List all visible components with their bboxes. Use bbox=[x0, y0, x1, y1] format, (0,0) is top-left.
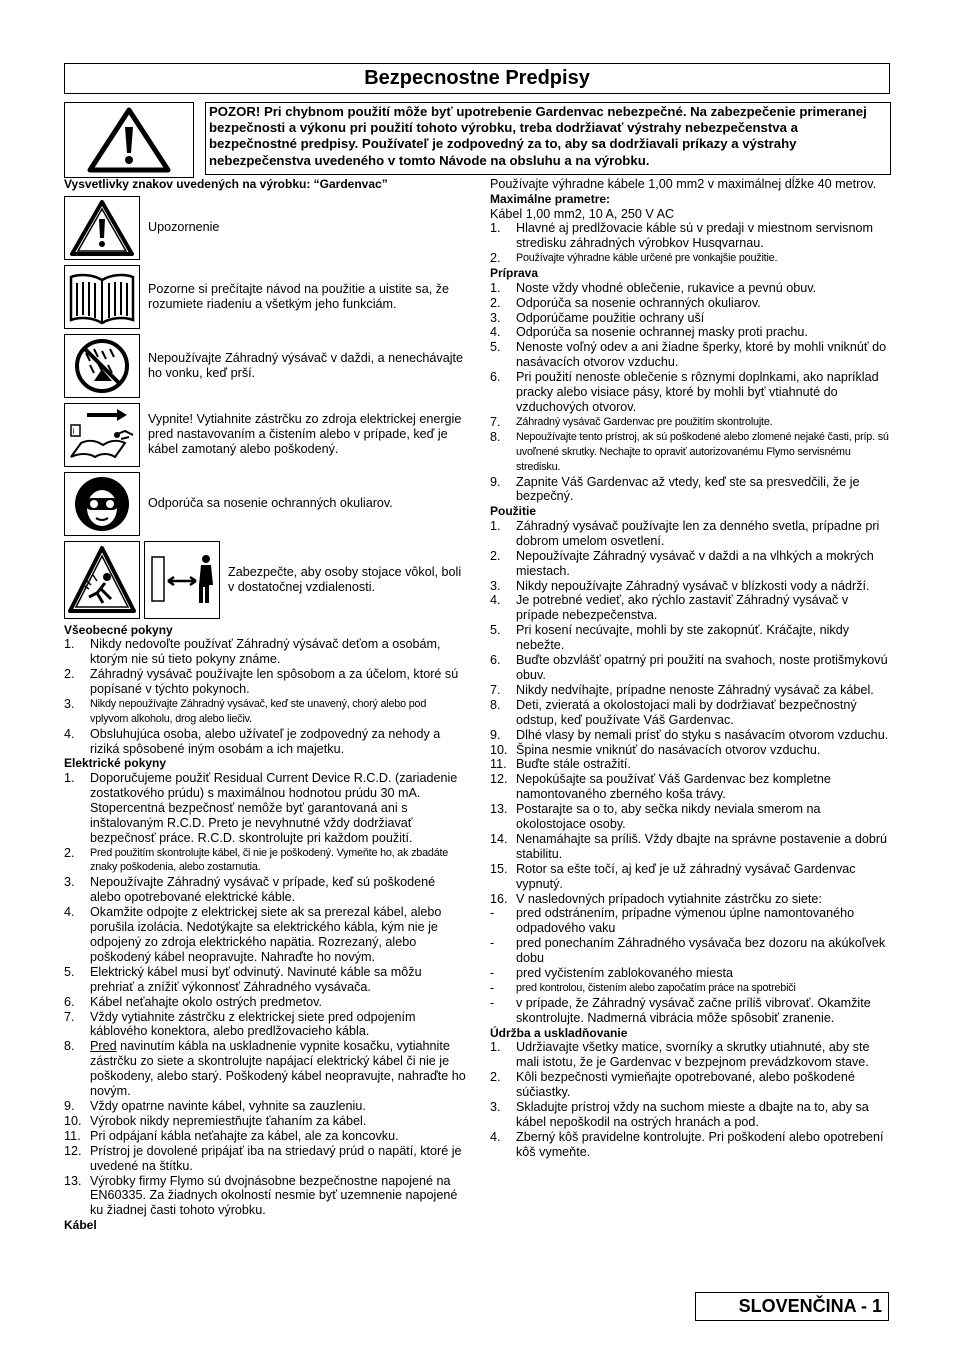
list-item: 13. Výrobky firmy Flymo sú dvojnásobne bezpečnostne napojené na EN60335. Za žiadnych okolností nesmie byť uzemnenie napojené ku žiadnej časti tohoto výrobku. bbox=[64, 1173, 458, 1218]
list-item: 10. Výrobok nikdy nepremiestňujte ťahaním za kábel. bbox=[64, 1113, 367, 1128]
symbol-row bbox=[64, 195, 466, 261]
list-item: - pred kontrolou, čistením alebo započatím práce na spotrebiči bbox=[490, 981, 796, 995]
list-item: 5. Pri kosení necúvajte, mohli by ste zakopnúť. Kráčajte, nikdy nebežte. bbox=[490, 623, 850, 653]
list-item: 1. Hlavné aj predlžovacie káble sú v predaji v miestnom servisnom stredisku záhradných výrobkov Husqvarnau. bbox=[490, 221, 873, 251]
list-item: 3. Nikdy nepoužívajte Záhradný vysávač v blízkosti vody a nádrží. bbox=[490, 578, 870, 593]
svg-text:i: i bbox=[72, 426, 75, 436]
list-item: 9. Dlhé vlasy by nemali prísť do styku s nasávacím otvorom vzduchu. bbox=[490, 727, 889, 742]
list-item: 4. Obsluhujúca osoba, alebo užívateľ je zodpovedný za nehody a riziká spôsobené iným osobám a ich majetku. bbox=[64, 726, 441, 756]
list-item: 6. Buďte obzvlášť opatrný pri použití na svahoch, noste protišmykovú obuv. bbox=[490, 653, 888, 682]
debris-hazard-icon bbox=[67, 545, 137, 615]
section-heading: Použitie bbox=[490, 504, 537, 519]
list-item: 12. Nepokúšajte sa používať Váš Gardenvac bez kompletne namontovaného zberného koša trávy. bbox=[490, 772, 831, 802]
list-item: 8. Deti, zvieratá a okolostojaci mali by dodržiavať bezpečnostný odstup, keď používate Váš Gardenvac. bbox=[490, 697, 857, 727]
section-heading: Príprava bbox=[490, 266, 539, 281]
list-item: 4. Okamžite odpojte z elektrickej siete ak sa prerezal kábel, alebo porušila izolácia. Nedotýkajte sa elektrického kábla, kým nie je odpojený zo zdroja elektrického napätia. Rozrezaný, alebo poškodený kábel neopravujte. Nahraďte ho novým. bbox=[64, 905, 442, 964]
list-item: 4. Zberný kôš pravidelne kontrolujte. Pri poškodení alebo opotrebení kôš vymeňte. bbox=[490, 1129, 884, 1159]
symbol-text: Nepoužívajte Záhradný výsávač v daždi, a nenechávajte ho vonku, keď prší. bbox=[148, 350, 464, 380]
list-item: 1. Záhradný vysávač používajte len za denného svetla, prípadne pri dobrom umelom osvetlení. bbox=[490, 518, 880, 548]
symbol-text: Odporúča sa nosenie ochranných okuliarov. bbox=[148, 496, 393, 511]
list-item: 2. Nepoužívajte Záhradný vysávač v daždi a na vlhkých a mokrých miestach. bbox=[490, 548, 874, 578]
general-list bbox=[64, 637, 466, 756]
list-item: 3. Nepoužívajte Záhradný vysávač v prípade, keď sú poškodené alebo opotrebované elektrické káble. bbox=[64, 875, 436, 905]
list-item: 10. Špina nesmie vniknúť do nasávacích otvorov vzduchu. bbox=[490, 742, 821, 757]
list-item: 9. Zapnite Váš Gardenvac až vtedy, keď ste sa presvedčili, že je bezpečný. bbox=[490, 474, 860, 504]
list-item: - pred odstránením, prípadne výmenou úplne namontovaného odpadového vaku bbox=[490, 906, 855, 936]
underlined-word: Pred bbox=[90, 1039, 117, 1054]
goggles-icon bbox=[72, 474, 132, 534]
list-item: 3. Nikdy nepoužívajte Záhradný vysávač, keď ste unavený, chorý alebo pod vplyvom alkoholu, drog alebo liečiv. bbox=[64, 696, 427, 725]
list-item: 11. Buďte stále ostražití. bbox=[490, 757, 631, 772]
no-rain-icon bbox=[72, 337, 132, 395]
usage-list bbox=[490, 519, 892, 1026]
section-heading: Kábel bbox=[64, 1218, 97, 1233]
unplug-icon bbox=[67, 405, 137, 465]
symbol-row bbox=[64, 264, 466, 330]
list-item: 1. Noste vždy vhodné oblečenie, rukavice a pevnú obuv. bbox=[490, 280, 817, 295]
list-item: 4. Odporúča sa nosenie ochrannej masky proti prachu. bbox=[490, 325, 808, 340]
list-item: 5. Nenoste voľný odev a ani žiadne šperky, ktoré by mohli vniknúť do nasávacích otvorov vzduchu. bbox=[490, 340, 887, 370]
max-params-list bbox=[490, 221, 892, 266]
list-item: 6. Kábel neťahajte okolo ostrých predmetov. bbox=[64, 994, 323, 1009]
list-item: 11. Pri odpájaní kábla neťahajte za kábel, ale za koncovku. bbox=[64, 1128, 399, 1143]
section-heading: Údržba a uskladňovanie bbox=[490, 1025, 628, 1040]
page-footer-label: SLOVENČINA - 1 bbox=[695, 1292, 889, 1321]
list-item: 12. Prístroj je dovolené pripájať iba na striedavý prúd o napätí, ktoré je uvedené na štítku. bbox=[64, 1143, 462, 1173]
section-heading: Maximálne prametre: bbox=[490, 191, 611, 206]
warning-triangle-icon bbox=[87, 107, 171, 173]
list-item: 13. Postarajte sa o to, aby sečka nikdy neviala smerom na okolostojace osoby. bbox=[490, 802, 821, 832]
max-params-text: Kábel 1,00 mm2, 10 A, 250 V AC bbox=[490, 206, 675, 221]
list-item: 2. Kôli bezpečnosti vymieňajte opotrebované, alebo poškodené súčiastky. bbox=[490, 1070, 855, 1100]
list-item: - pred vyčistením zablokovaného miesta bbox=[490, 966, 734, 981]
list-item: 2. Záhradný vysávač používajte len spôsobom a za účelom, ktoré sú popísané v týchto pokynoch. bbox=[64, 667, 459, 696]
list-item: 2. Pred použitím skontrolujte kábel, či nie je poškodený. Vymeňte ho, ak zbadáte znaky poškodenia, alebo zostarnutia. bbox=[64, 845, 449, 874]
symbol-text: Upozornenie bbox=[148, 220, 220, 235]
page-title: Bezpecnostne Predpisy bbox=[64, 63, 890, 94]
symbol-row bbox=[64, 402, 466, 468]
list-item: 2. Používajte výhradne káble určené pre vonkajšie použitie. bbox=[490, 251, 778, 266]
preparation-list bbox=[490, 281, 892, 505]
symbol-text: Pozorne si prečítajte návod na použitie a uistite sa, že rozumiete riadeniu a všetkým jeho funkciám. bbox=[148, 281, 450, 311]
list-item: 7. Vždy vytiahnite zástrčku z elektrickej siete pred odpojením káblového konektora, alebo predlžovacieho kábla. bbox=[64, 1009, 416, 1039]
list-item: 1. Udržiavajte všetky matice, svorníky a skrutky utiahnuté, aby ste mali istotu, že je Gardenvac v bezpejnom prevádzkovom stave. bbox=[490, 1040, 870, 1070]
symbol-row bbox=[64, 540, 466, 620]
list-item: 6. Pri použití nenoste oblečenie s rôznymi doplnkami, ako napríklad pracky alebo visiace pásy, ktoré by mohli byť vtiahnuté do vzduchových otvorov. bbox=[490, 370, 879, 414]
warning-icon-box bbox=[64, 102, 194, 178]
warning-notice: POZOR! Pri chybnom použití môže byť upotrebenie Gardenvac nebezpečné. Na zabezpečenie primeranej bezpečnosti a výkonu pri použití tohoto výrobku, treba dodržiavať výstrahy nebezpečenstva a bezpečnostné predpisy. Používateľ je zodpovedný za to, aby sa dodržiavali príkazy a výstrahy nebezpečenstva uvedeného v tomto Návode na obsluhu a na výrobku. bbox=[205, 102, 891, 175]
symbols-heading: Vysvetlivky znakov uvedených na výrobku: “Gardenvac” bbox=[64, 177, 388, 191]
left-column bbox=[64, 177, 466, 1233]
list-item: 7. Záhradný vysávač Gardenvac pre použitím skontrolujte. bbox=[490, 414, 773, 429]
list-item: 16. V nasledovných prípadoch vytiahnite zástrčku zo siete: bbox=[490, 891, 822, 906]
list-item: 15. Rotor sa ešte točí, aj keď je už záhradný vysávač Gardenvac vypnutý. bbox=[490, 861, 856, 891]
list-item: 5. Elektrický kábel musí byť odvinutý. Navinuté káble sa môžu prehriať a znížiť výkonnosť Záhradného vysávača. bbox=[64, 964, 422, 994]
list-item: 8. Pred navinutím kábla na uskladnenie vypnite kosačku, vytiahnite zástrčku zo siete a skontrolujte napájací elektrický kábel či nie je poškodeny, alebo starý. Poškodený kábel neopravujte, nahraďte ho novým. bbox=[64, 1039, 466, 1099]
list-item: 4. Je potrebné vedieť, ako rýchlo zastaviť Záhradný vysávač v prípade nebezpečenstva. bbox=[490, 593, 849, 623]
symbol-text: Zabezpečte, aby osoby stojace vôkol, boli v dostatočnej vzdialenosti. bbox=[228, 564, 462, 594]
section-heading: Všeobecné pokyny bbox=[64, 622, 173, 637]
section-heading: Elektrické pokyny bbox=[64, 756, 167, 771]
manual-book-icon bbox=[67, 268, 137, 326]
list-item: 2. Odporúča sa nosenie ochranných okuliarov. bbox=[490, 295, 761, 310]
list-item: 3. Skladujte prístroj vždy na suchom mieste a dbajte na to, aby sa kábel nepoškodil na ostrých hranách a pod. bbox=[490, 1099, 869, 1129]
maintenance-list bbox=[490, 1040, 892, 1159]
warning-triangle-icon bbox=[69, 199, 135, 257]
bystander-distance-icon bbox=[146, 545, 218, 615]
symbol-row bbox=[64, 333, 466, 399]
list-item: 1. Doporučujeme použiť Residual Current Device R.C.D. (zariadenie zostatkového prúdu) s maximálnou hodnotou prúdu 30 mA. Stopercentná bezpečnosť nemôže byť garantovaná ani s inštalovaným R.C.D. Preto je nevyhnutné vždy dodržiavať bezpečnosť práce. R.C.D. skontrolujte pri každom použití. bbox=[64, 771, 458, 845]
right-column bbox=[490, 177, 892, 1160]
list-item: 1. Nikdy nedovoľte používať Záhradný výsávač deťom a osobám, ktorým nie sú tieto pokyny známe. bbox=[64, 637, 441, 667]
list-item: 14. Nenamáhajte sa príliš. Vždy dbajte na správne postavenie a dobrú stabilitu. bbox=[490, 831, 888, 861]
list-item: 9. Vždy opatrne navinte kábel, vyhnite sa zauzleniu. bbox=[64, 1098, 366, 1113]
list-item: - pred ponechaním Záhradného vysávača bez dozoru na akúkoľvek dobu bbox=[490, 936, 886, 966]
electrical-list bbox=[64, 771, 466, 1218]
list-item: 7. Nikdy nedvíhajte, prípadne nenoste Záhradný vysávač za kábel. bbox=[490, 682, 874, 697]
cable-text: Používajte výhradne kábele 1,00 mm2 v maximálnej dĺžke 40 metrov. bbox=[490, 177, 877, 191]
symbol-row bbox=[64, 471, 466, 537]
list-item: 8. Nepoužívajte tento prístroj, ak sú poškodené alebo zlomené nejaké časti, príp. sú uvoľnené skrutky. Nechajte to opraviť autorizovanému Flymo servisnému stredisku. bbox=[490, 429, 889, 473]
list-item: 3. Odporúčame použitie ochrany uší bbox=[490, 310, 705, 325]
list-item: - v prípade, že Záhradný vysávač začne príliš vibrovať. Okamžite skontrolujte. Nadmerná vibrácia môže spôsobiť zranenie. bbox=[490, 995, 871, 1025]
symbol-text: Vypnite! Vytiahnite zástrčku zo zdroja elektrickej energie pred nastavovaním a čistením alebo v prípade, keď je kábel zamotaný alebo poškodený. bbox=[148, 412, 462, 457]
